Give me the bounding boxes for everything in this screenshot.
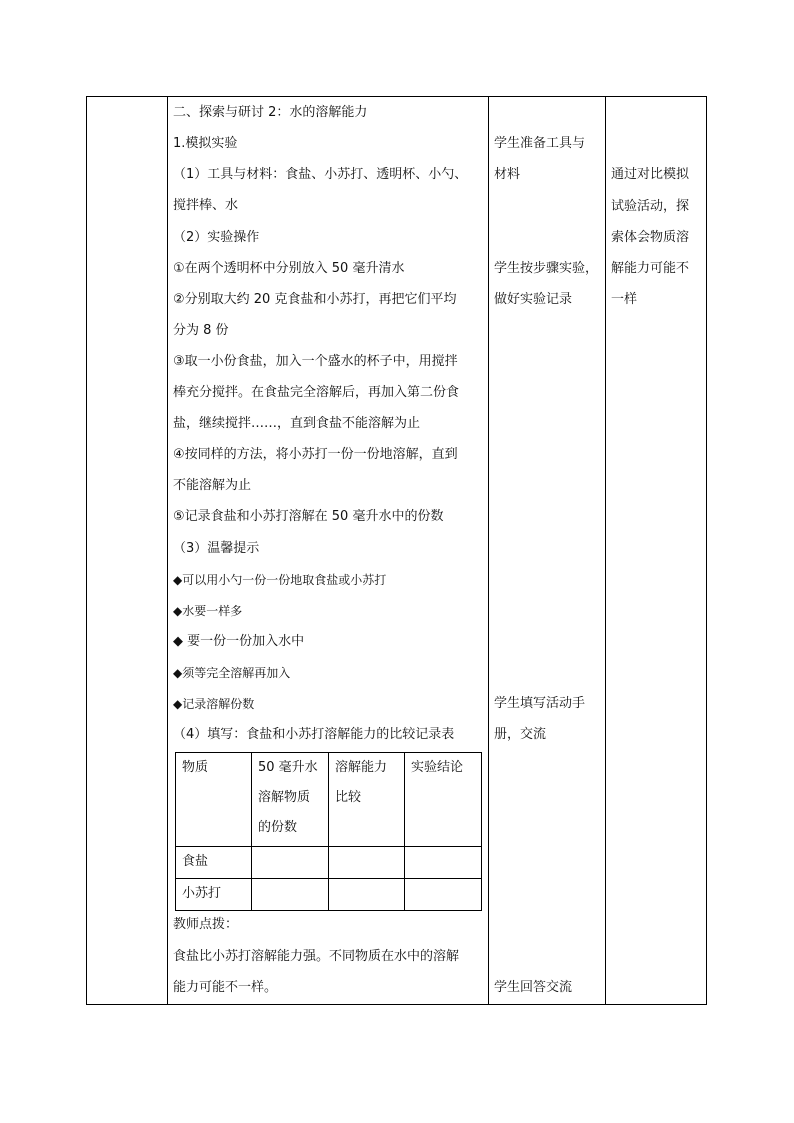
table-row — [176, 847, 482, 879]
header-cell: 实验结论 — [405, 753, 482, 847]
intent-text: 通过对比模拟 — [611, 167, 690, 182]
intent-text: 索体会物质溶 — [611, 230, 690, 245]
table-cell — [405, 879, 482, 911]
student-text: 材料 — [494, 167, 521, 182]
column-divider — [167, 97, 168, 1004]
student-text: 学生回答交流 — [494, 980, 573, 995]
section-title: 二、探索与研讨 2：水的溶解能力 — [173, 105, 368, 120]
step-text: （2）实验操作 — [173, 230, 260, 245]
student-text: 学生填写活动手 — [494, 696, 586, 711]
summary-heading: 教师点拨： — [173, 917, 239, 932]
header-cell: 物质 — [176, 753, 252, 847]
step-text: 棒充分搅拌。在食盐完全溶解后，再加入第二份食 — [173, 385, 460, 400]
step-text: ③取一小份食盐，加入一个盛水的杯子中，用搅拌 — [173, 354, 458, 369]
table-row — [176, 879, 482, 911]
student-text: 学生按步骤实验， — [494, 261, 599, 276]
header-cell: 溶解能力 比较 — [329, 753, 405, 847]
step-text: 分为 8 份 — [173, 323, 229, 338]
step-text: （1）工具与材料：食盐、小苏打、透明杯、小勺、 — [173, 167, 468, 182]
intent-text: 一样 — [611, 292, 638, 307]
step-text: ②分别取大约 20 克食盐和小苏打，再把它们平均 — [173, 292, 457, 307]
column-divider — [605, 97, 606, 1004]
tip-item: ◆记录溶解份数 — [173, 697, 255, 711]
step-text: 盐，继续搅拌……，直到食盐不能溶解为止 — [173, 416, 421, 431]
tip-item: ◆ 要一份一份加入水中 — [173, 634, 305, 649]
student-text: 做好实验记录 — [494, 292, 573, 307]
header-cell: 50 毫升水 溶解物质 的份数 — [252, 753, 329, 847]
intent-text: 试验活动，探 — [611, 199, 690, 214]
table-cell — [252, 847, 329, 879]
step-text: ①在两个透明杯中分别放入 50 毫升清水 — [173, 261, 405, 276]
tip-item: ◆可以用小勺一份一份地取食盐或小苏打 — [173, 573, 387, 587]
lesson-table — [86, 96, 707, 1005]
tip-item: ◆水要一样多 — [173, 604, 243, 618]
student-text: 册，交流 — [494, 727, 547, 742]
student-text: 学生准备工具与 — [494, 136, 586, 151]
step-text: 不能溶解为止 — [173, 478, 252, 493]
summary-text: 能力可能不一样。 — [173, 980, 278, 995]
step-text: ④按同样的方法，将小苏打一份一份地溶解，直到 — [173, 447, 458, 462]
table-cell — [252, 879, 329, 911]
step-text: 搅拌棒、水 — [173, 198, 239, 213]
column-divider — [488, 97, 489, 1004]
tip-item: ◆须等完全溶解再加入 — [173, 666, 291, 680]
step-text: （3）温馨提示 — [173, 541, 260, 556]
record-table — [175, 752, 482, 911]
summary-text: 食盐比小苏打溶解能力强。不同物质在水中的溶解 — [173, 949, 460, 964]
row-label: 食盐 — [176, 847, 252, 879]
table-header-row — [176, 753, 482, 847]
step-text: 1.模拟实验 — [173, 136, 238, 151]
table-cell — [405, 847, 482, 879]
table-cell — [329, 847, 405, 879]
intent-text: 解能力可能不 — [611, 261, 690, 276]
step-text: ⑤记录食盐和小苏打溶解在 50 毫升水中的份数 — [173, 509, 444, 524]
step-text: （4）填写：食盐和小苏打溶解能力的比较记录表 — [173, 727, 455, 742]
row-label: 小苏打 — [176, 879, 252, 911]
table-cell — [329, 879, 405, 911]
